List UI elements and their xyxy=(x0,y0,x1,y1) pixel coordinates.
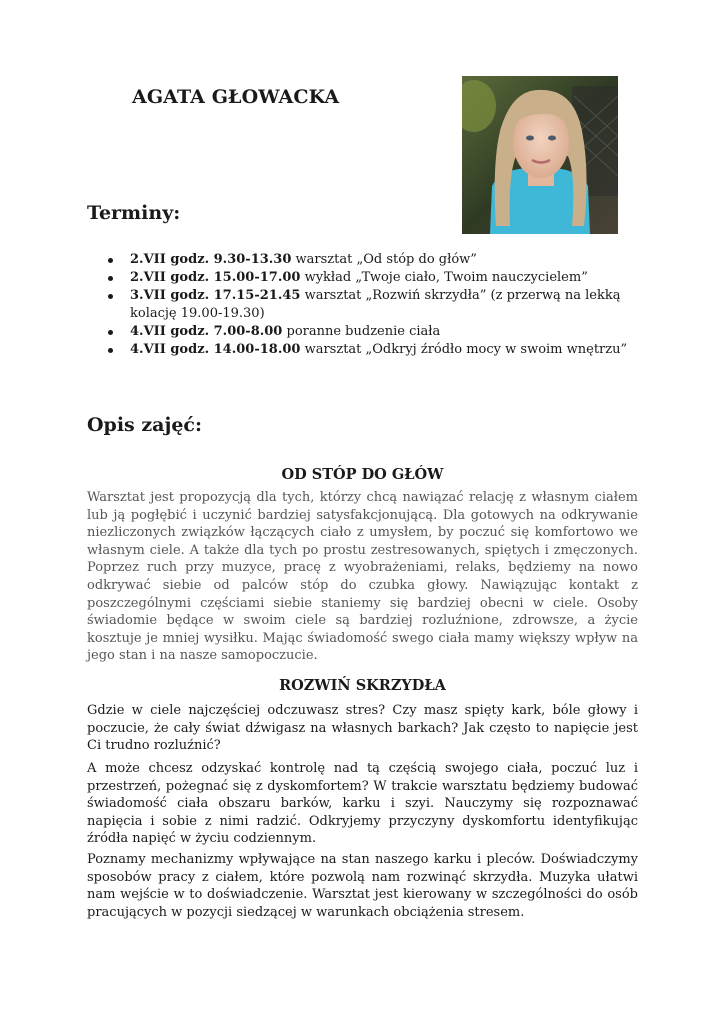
section-title-od-stop-do-glow: OD STÓP DO GŁÓW xyxy=(281,466,444,483)
term-item xyxy=(108,269,628,287)
terms-list xyxy=(108,251,628,359)
term-date: 2.VII godz. 9.30-13.30 xyxy=(130,252,292,267)
term-item xyxy=(108,287,628,323)
term-date: 4.VII godz. 14.00-18.00 xyxy=(130,342,301,357)
term-date: 2.VII godz. 15.00-17.00 xyxy=(130,270,301,285)
description-heading: Opis zajęć: xyxy=(87,414,203,436)
term-description: wykład „Twoje ciało, Twoim nauczycielem” xyxy=(300,270,588,285)
section-paragraph-2: A może chcesz odzyskać kontrolę nad tą częścią swojego ciała, poczuć luz i przestrzeń, pożegnać się z dyskomfortem? W trakcie warsztatu będziemy budować świadomość ciała obszaru barków, karku i szyi. Nauczymy się rozpoznawać napięcia i sobie z nimi radzić. Odkryjemy przyczyny dyskomfortu identyfikując źródła napięć w życiu codziennym. xyxy=(87,761,638,847)
term-description: warsztat „Od stóp do głów” xyxy=(291,252,477,267)
portrait-image xyxy=(462,76,618,234)
term-description: warsztat „Rozwiń skrzydła” (z przerwą na lekką kolację 19.00-19.30) xyxy=(130,288,621,321)
term-description: warsztat „Odkryj źródło mocy w swoim wnętrzu” xyxy=(300,342,628,357)
terms-heading: Terminy: xyxy=(87,202,181,224)
section-paragraph-3: Poznamy mechanizmy wpływające na stan naszego karku i pleców. Doświadczymy sposobów pracy z ciałem, które pozwolą nam rozwinąć skrzydła. Muzyka ułatwi nam wejście w to doświadczenie. Warsztat jest kierowany w szczególności do osób pracujących w pozycji siedzącej w warunkach obciążenia stresem. xyxy=(87,852,638,920)
instructor-photo xyxy=(462,76,618,234)
term-item xyxy=(108,251,628,269)
term-date: 3.VII godz. 17.15-21.45 xyxy=(130,288,301,303)
term-item xyxy=(108,323,628,341)
term-item xyxy=(108,341,628,359)
term-date: 4.VII godz. 7.00-8.00 xyxy=(130,324,283,339)
section-paragraph-1: Gdzie w ciele najczęściej odczuwasz stres? Czy masz spięty kark, bóle głowy i poczucie, że cały świat dźwigasz na własnych barkach? Jak często to napięcie jest Ci trudno rozluźnić? xyxy=(87,703,638,754)
section-title-rozwin-skrzydla: ROZWIŃ SKRZYDŁA xyxy=(279,677,446,694)
instructor-name: AGATA GŁOWACKA xyxy=(132,86,340,108)
term-description: poranne budzenie ciała xyxy=(282,324,441,339)
section-text-od-stop-do-glow: Warsztat jest propozycją dla tych, którzy chcą nawiązać relację z własnym ciałem lub ją pogłębić i uczynić bardziej satysfakcjonującą. Dla gotowych na odkrywanie niezliczonych związków łączących ciało z umysłem, by poczuć się komfortowo we własnym ciele. A także dla tych po prostu zestresowanych, spiętych i zmęczonych. Poprzez ruch przy muzyce, pracę z wyobrażeniami, relaks, będziemy na nowo odkrywać siebie od palców stóp do czubka głowy. Nawiązując kontakt z poszczególnymi częściami siebie staniemy się bardziej obecni w ciele. Osoby świadomie będące w swoim ciele są bardziej rozluźnione, zdrowsze, a życie kosztuje je mniej wysiłku. Mając świadomość swego ciała mamy większy wpływ na jego stan i na nasze samopoczucie. xyxy=(87,490,638,664)
